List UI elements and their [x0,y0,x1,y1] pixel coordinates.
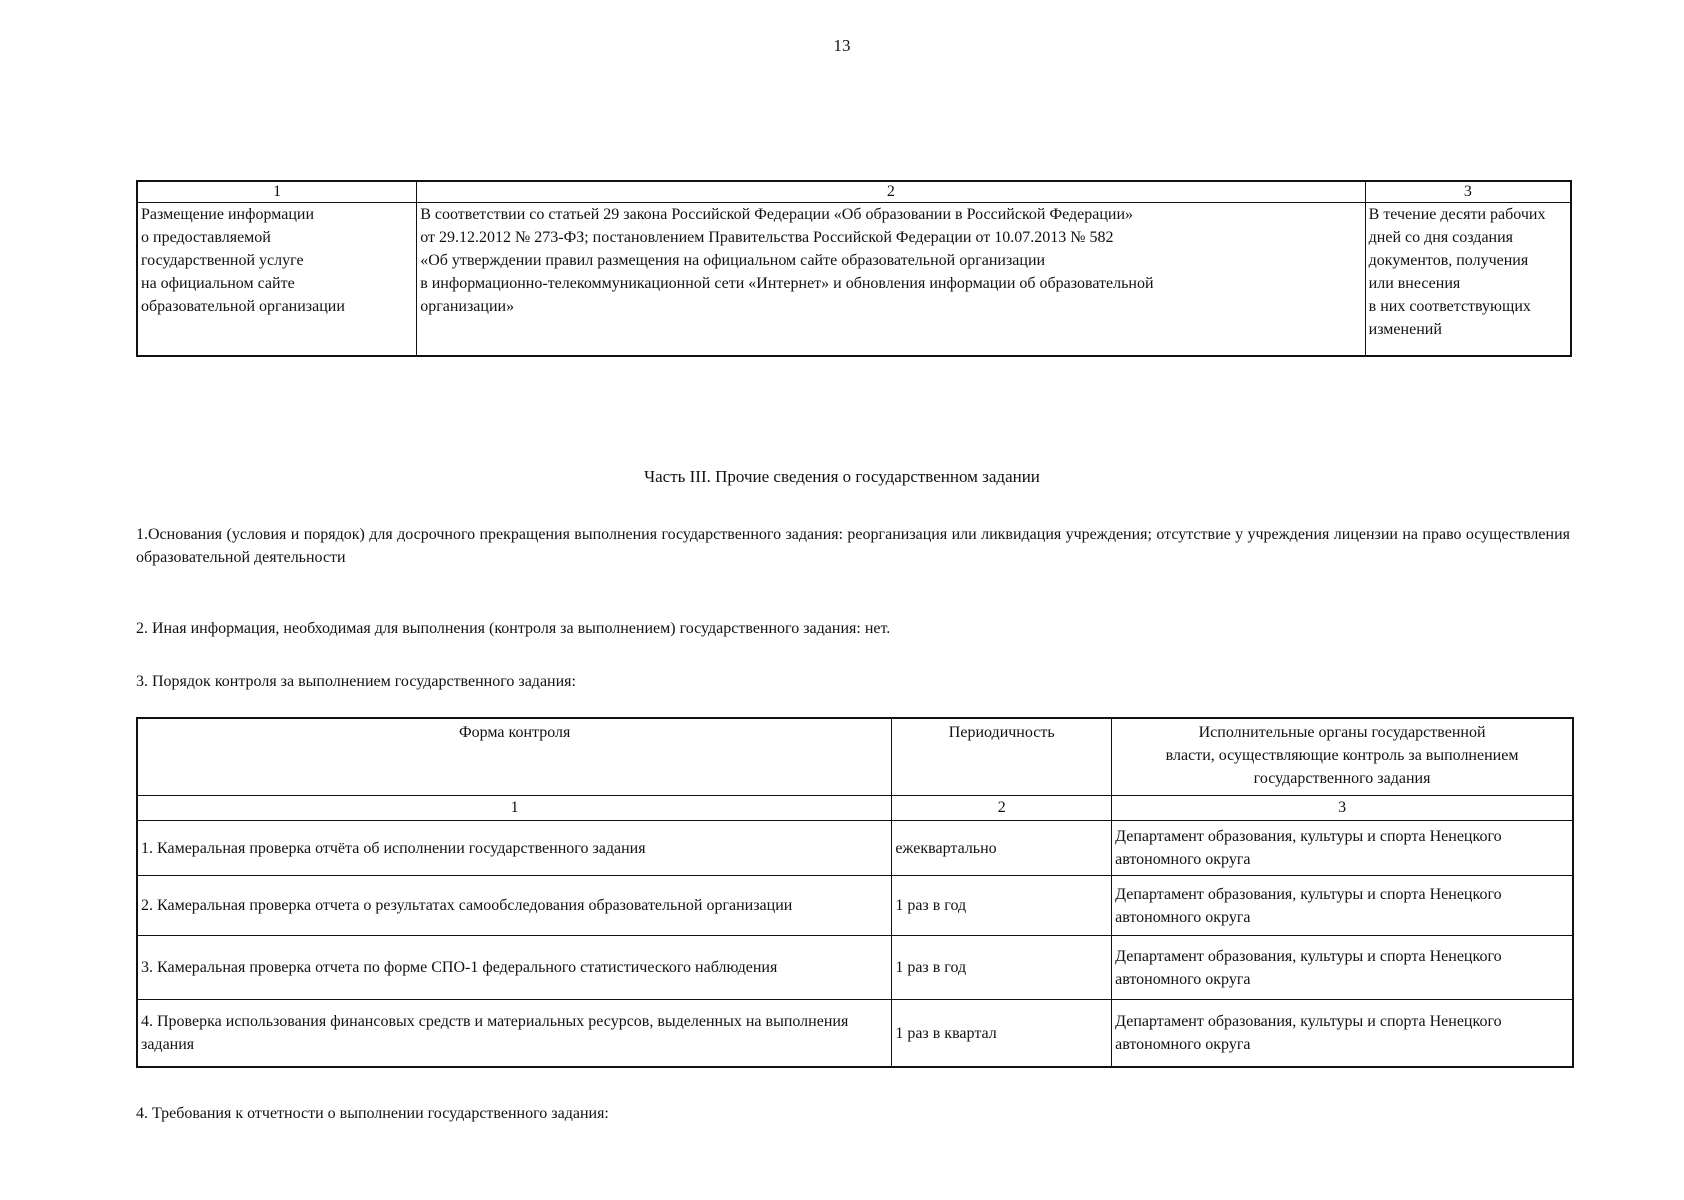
periodicity-cell: 1 раз в квартал [892,1000,1112,1068]
column-number-1: 1 [137,181,417,203]
periodicity-cell: 1 раз в год [892,936,1112,1000]
header-authorities [1112,718,1573,796]
cell-line: образовательной организации [141,298,345,315]
part-title: Часть III. Прочие сведения о государственном задании [644,467,1040,486]
cell-line: В течение десяти рабочих [1368,206,1546,223]
table-header-row [137,181,1571,203]
cell-line: Департамент образования, культуры и спорта Ненецкого [1115,828,1502,845]
cell-line: в информационно-телекоммуникационной сети «Интернет» и обновления информации об образовательной [420,275,1154,292]
table-row [137,821,1573,876]
authority-cell [1112,876,1573,936]
info-placement-table [136,180,1572,357]
cell-line: автономного округа [1115,970,1251,988]
column-number-2: 2 [417,181,1365,203]
control-form-cell: 4. Проверка использования финансовых средств и материальных ресурсов, выделенных на выполнения задания [137,1000,892,1068]
cell-line: «Об утверждении правил размещения на официальном сайте образовательной организации [420,252,1046,269]
cell-line: от 29.12.2012 № 273-ФЗ; постановлением Правительства Российской Федерации от 10.07.2013 № 582 [420,229,1114,246]
table-row [137,936,1573,1000]
cell-line: о предоставляемой [141,229,271,246]
cell-line: Размещение информации [141,206,315,223]
cell-line: изменений [1368,321,1442,338]
column-numbers-row [137,796,1573,821]
header-line: государственного задания [1253,770,1431,787]
cell-line: организации» [420,298,515,315]
column-number-3: 3 [1112,796,1573,821]
header-line: Исполнительные органы государственной [1198,724,1486,741]
control-form-cell: 3. Камеральная проверка отчета по форме СПО-1 федерального статистического наблюдения [137,936,892,1000]
cell-line: государственной услуге [141,252,304,269]
table-row [137,876,1573,936]
header-line: власти, осуществляющие контроль за выполнением [1165,747,1519,764]
update-period-cell [1365,203,1571,357]
control-form-cell: 1. Камеральная проверка отчёта об исполнении государственного задания [137,821,892,876]
legal-basis-cell [417,203,1365,357]
cell-line: автономного округа [1115,1036,1251,1053]
cell-line: Департамент образования, культуры и спорта Ненецкого [1115,947,1502,965]
info-placement-cell [137,203,417,357]
periodicity-cell: 1 раз в год [892,876,1112,936]
cell-line: дней со дня создания [1368,229,1514,246]
cell-line: автономного округа [1115,851,1251,868]
column-number-3: 3 [1365,181,1571,203]
cell-line: в них соответствующих [1368,298,1531,315]
cell-line: Департамент образования, культуры и спорта Ненецкого [1115,1013,1502,1030]
control-form-cell: 2. Камеральная проверка отчета о результатах самообследования образовательной организации [137,876,892,936]
table-row [137,1000,1573,1068]
control-table [136,717,1574,1068]
paragraph-other-info: 2. Иная информация, необходимая для выполнения (контроля за выполнением) государственного задания: нет. [136,620,891,637]
cell-line: Департамент образования, культуры и спорта Ненецкого [1115,885,1502,903]
table-row [137,203,1571,357]
cell-line: В соответствии со статьей 29 закона Российской Федерации «Об образовании в Российской Федерации» [420,206,1134,223]
column-number-2: 2 [892,796,1112,821]
periodicity-cell: ежеквартально [892,821,1112,876]
authority-cell [1112,821,1573,876]
cell-line: или внесения [1368,275,1461,292]
paragraph-reporting-requirements: 4. Требования к отчетности о выполнении государственного задания: [136,1105,609,1122]
paragraph-termination-grounds: 1.Основания (условия и порядок) для досрочного прекращения выполнения государственного задания: реорганизация или ликвидация учреждения; отсутствие у учреждения лицензии на право осуществления образовательной деятельности [136,526,1570,566]
page-number: 13 [833,36,851,55]
header-periodicity: Периодичность [892,718,1112,796]
cell-line: на официальном сайте [141,275,295,292]
authority-cell [1112,1000,1573,1068]
column-number-1: 1 [137,796,892,821]
cell-line: автономного округа [1115,908,1251,926]
control-table-header [137,718,1573,796]
cell-line: документов, получения [1368,252,1529,269]
header-control-form: Форма контроля [137,718,892,796]
paragraph-control-order: 3. Порядок контроля за выполнением государственного задания: [136,673,576,690]
authority-cell [1112,936,1573,1000]
